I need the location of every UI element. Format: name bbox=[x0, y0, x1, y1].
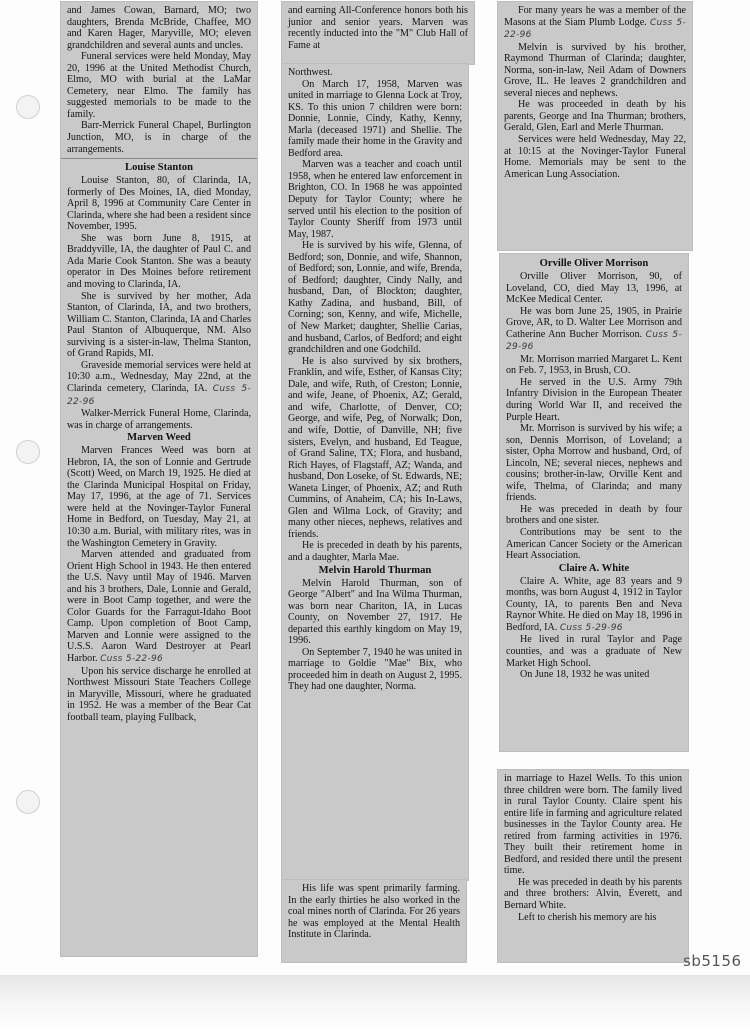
paragraph: He served in the U.S. Army 79th Infantry Division in the European Theater during World War II, and received the Purple Heart. bbox=[506, 376, 682, 423]
paragraph: and James Cowan, Barnard, MO; two daughters, Brenda McBride, Chaffee, MO and Karen Hager, Maryville, MO; eleven grandchildren and several aunts and uncles. bbox=[67, 5, 251, 51]
handwritten-note: Cuss 5-22-96 bbox=[67, 383, 251, 407]
handwritten-note: Cuss 5-29-96 bbox=[559, 622, 623, 633]
obituary-heading: Marven Weed bbox=[127, 432, 191, 444]
paragraph: Upon his service discharge he enrolled at Northwest Missouri State Teachers College in Maryville, Missouri, where he graduated in 1952. He was a member of the Bear Cat football team, playing Fullback, bbox=[67, 665, 251, 723]
paragraph: He was born June 25, 1905, in Prairie Grove, AR, to D. Walter Lee Morrison and Catherine Ann Bucher Morrison. Cuss 5-29-96 bbox=[506, 305, 682, 353]
divider bbox=[61, 158, 257, 159]
paragraph: Louise Stanton, 80, of Clarinda, IA, formerly of Des Moines, IA, died Monday, April 8, 1996 at Community Care Center in Clarinda, where she had been a resident since November, 1995. bbox=[67, 175, 251, 233]
paragraph: He was preceded in death by his parents and three brothers: Alvin, Everett, and Bernard White. bbox=[504, 876, 682, 912]
paragraph: On June 18, 1932 he was united bbox=[520, 669, 650, 681]
paragraph: For many years he was a member of the Masons at the Siam Plumb Lodge. Cuss 5-22-96 bbox=[504, 5, 686, 41]
paragraph: Graveside memorial services were held at 10:30 a.m., Wednesday, May 22nd, at the Clarinda cemetery, Clarinda, IA. Cuss 5-22-96 bbox=[67, 359, 251, 407]
obituary-heading: Melvin Harold Thurman bbox=[318, 564, 432, 576]
paragraph: He was preceded in death by four brothers and one sister. bbox=[506, 503, 682, 527]
paragraph: Melvin is survived by his brother, Raymond Thurman of Clarinda; daughter, Norma, son-in-law, Neil Adam of Downers Grove, IL. He leaves 2 grandchildren and several nieces and nephews. bbox=[504, 41, 686, 99]
handwritten-note: Cuss 5-22-96 bbox=[504, 17, 686, 41]
paragraph: He is also survived by six brothers, Franklin, and wife, Esther, of Kansas City; Dale, and wife, Ruth, of Creston; Lonnie, and wife, Jeane, of Phoenix, AZ; Gerald, and wife, Charlotte, of Denver, CO; George, and wife, Peg, of Norwalk; Don, and wife, Dottie, of Danville, NH; five sisters, Evelyn, and husband, Ed Teague, of Grand Saline, TX; Flora, and husband, Rich Hayes, of Flagstaff, AZ; Wanda, and husband, Don Loseke, of St. Edwards, NE; Waneta Linger, of Phoenix, AZ; and Ruth Cummins, of Anaheim, CA; his In-Laws, Glen and Wilma Lock, of Gravity; and many other nieces, nephews, relatives and friends. bbox=[288, 355, 462, 540]
paragraph: He is survived by his wife, Glenna, of Bedford; son, Donnie, and wife, Shannon, of Bedford; son, Lonnie, and wife, Brenda, of Bedford; daughter, Cindy Nally, and husband, Dan, of Blockton; daughter, Kathy Zadina, and husband, Bill, of Corning; son, Kenny, and wife, Michelle, of New Market; daughter, Shellie Carias, and husband, Carlos, of Bedford; and eight grandchildren and one Godchild. bbox=[288, 240, 462, 356]
paragraph: in marriage to Hazel Wells. To this union three children were born. The family lived in rural Taylor County. Claire spent his entire life in farming and agriculture related businesses in the Taylor County area. He retired from farming activities in 1976. They built their retirement home in Bedford, and resided there until the present time. bbox=[504, 773, 682, 877]
paragraph: He was proceeded in death by his parents, George and Ina Thurman; brothers, Gerald, Glen, Earl and Merle Thurman. bbox=[504, 99, 686, 134]
handwritten-note: Cuss 5-22-96 bbox=[100, 653, 164, 664]
clipping-column-3-top bbox=[498, 2, 692, 250]
paragraph: Contributions may be sent to the American Cancer Society or the American Heart Association. bbox=[506, 527, 682, 562]
clipping-column-3-bottom bbox=[498, 770, 688, 962]
paragraph: On March 17, 1958, Marven was united in marriage to Glenna Lock at Troy, KS. To this union 7 children were born: Donnie, Lonnie, Cindy, Kathy, Kenny, Marla (deceased 1971) and Shellie. The family made their home in the Gravity and Bedford area. bbox=[288, 78, 462, 159]
paragraph: She is survived by her mother, Ada Stanton, of Clarinda, IA, and two brothers, William C. Stanton, Clarinda, IA and Charles Paul Stanton of Albuquerque, NM. Also surviving is a sister-in-law, Thelma Stanton, of Grand Rapids, MI. bbox=[67, 290, 251, 360]
paragraph: Melvin Harold Thurman, son of George "Albert" and Ina Wilma Thurman, was born near Chariton, IA, in Lucas County, on November 27, 1917. He departed this earthly kingdom on May 19, 1996. bbox=[288, 577, 462, 647]
punch-hole bbox=[16, 790, 40, 814]
paragraph: Marven was a teacher and coach until 1958, when he entered law enforcement in Brighton, CO. In 1968 he was appointed Deputy for Taylor County; where he served until his election to the position of Taylor County Sheriff from 1973 until May, 1987. bbox=[288, 159, 462, 240]
paragraph: and earning All-Conference honors both his junior and senior years. Marven was recently inducted into the "M" Club Hall of Fame at bbox=[288, 5, 468, 51]
clipping-column-2-top bbox=[282, 2, 474, 64]
paragraph: Funeral services were held Monday, May 20, 1996 at the United Methodist Church, Elmo, MO with burial at the LaMar Cemetery, near Elmo. The family has suggested memorials to be made to the family. bbox=[67, 51, 251, 120]
scan-edge bbox=[0, 975, 750, 1033]
handwritten-note: Cuss 5-29-96 bbox=[506, 329, 682, 353]
punch-hole bbox=[16, 95, 40, 119]
paragraph: Orville Oliver Morrison, 90, of Loveland, CO, died May 13, 1996, at McKee Medical Center. bbox=[506, 271, 682, 306]
reference-number: sb5156 bbox=[683, 952, 742, 970]
obituary-heading: Louise Stanton bbox=[125, 162, 193, 174]
paragraph: Services were held Wednesday, May 22, at 10:15 at the Novinger-Taylor Funeral Home. Memorials may be sent to the American Lung Association. bbox=[504, 134, 686, 180]
paragraph: Mr. Morrison married Margaret L. Kent on Feb. 7, 1953, in Brush, CO. bbox=[506, 353, 682, 377]
clipping-column-3-middle bbox=[500, 254, 688, 751]
paragraph: She was born June 8, 1915, at Braddyville, IA, the daughter of Paul C. and Ada Marie Cook Stanton. She was a beauty operator in Des Moines before retirement and moving to Clarinda, IA. bbox=[67, 232, 251, 291]
paragraph: Northwest. bbox=[288, 67, 333, 78]
paragraph: Claire A. White, age 83 years and 9 months, was born August 4, 1912 in Taylor County, IA, to parents Ben and Neva Raynor White. He died on May 18, 1996 in Bedford, IA. Cuss 5-29-96 bbox=[506, 575, 682, 633]
paragraph: He lived in rural Taylor and Page counties, and was a graduate of New Market High School. bbox=[506, 634, 682, 669]
paragraph: Marven Frances Weed was born at Hebron, IA, the son of Lonnie and Gertrude (Scott) Weed, on March 19, 1925. He died at the Clarinda Municipal Hospital on Friday, May 17, 1996, at the age of 71. Services were held at the Novinger-Taylor Funeral Home in Bedford, on Tuesday, May 21, at 10:30 a.m. Burial, with military rites, was in the Washington Cemetery in Gravity. bbox=[67, 445, 251, 549]
obituary-heading: Orville Oliver Morrison bbox=[539, 258, 649, 269]
paragraph: Left to cherish his memory are his bbox=[518, 911, 657, 923]
paragraph: Barr-Merrick Funeral Chapel, Burlington Junction, MO, is in charge of the arrangements. bbox=[67, 120, 251, 155]
paragraph: Marven attended and graduated from Orient High School in 1943. He then entered the U.S. Navy until May of 1946. Marven and his 3 brothers, Dale, Lonnie and Gerald, were in Boot Camp together, and were the Color Guards for the Farragut-Idaho Boot Camp. Upon completion of Boot Camp, Marven and Lonnie were assigned to the U.S.S. Aaron Ward Destroyer at Pearl Harbor. Cuss 5-22-96 bbox=[67, 549, 251, 664]
clipping-column-2 bbox=[282, 64, 468, 880]
clipping-column-1 bbox=[61, 2, 257, 956]
paragraph: His life was spent primarily farming. In the early thirties he also worked in the coal mines north of Clarinda. For 26 years he was employed at the Mental Health Institute in Clarinda. bbox=[288, 883, 460, 941]
paragraph: Mr. Morrison is survived by his wife; a son, Dennis Morrison, of Loveland; a sister, Opha Morrow and husband, Ord, of Lincoln, NE; several nieces, nephews and cousins; brother-in-law, Orville Kent and wife, Thelma, of Clarinda; and many friends. bbox=[506, 423, 682, 504]
paragraph: He is preceded in death by his parents, and a daughter, Marla Mae. bbox=[288, 540, 462, 563]
paragraph: Walker-Merrick Funeral Home, Clarinda, was in charge of arrangements. bbox=[67, 408, 251, 431]
punch-hole bbox=[16, 440, 40, 464]
paragraph: On September 7, 1940 he was united in marriage to Goldie "Mae" Bix, who proceeded him in death on August 2, 1995. They had one daughter, Norma. bbox=[288, 646, 462, 693]
clipping-column-2-bottom bbox=[282, 880, 466, 962]
obituary-heading: Claire A. White bbox=[558, 562, 630, 574]
